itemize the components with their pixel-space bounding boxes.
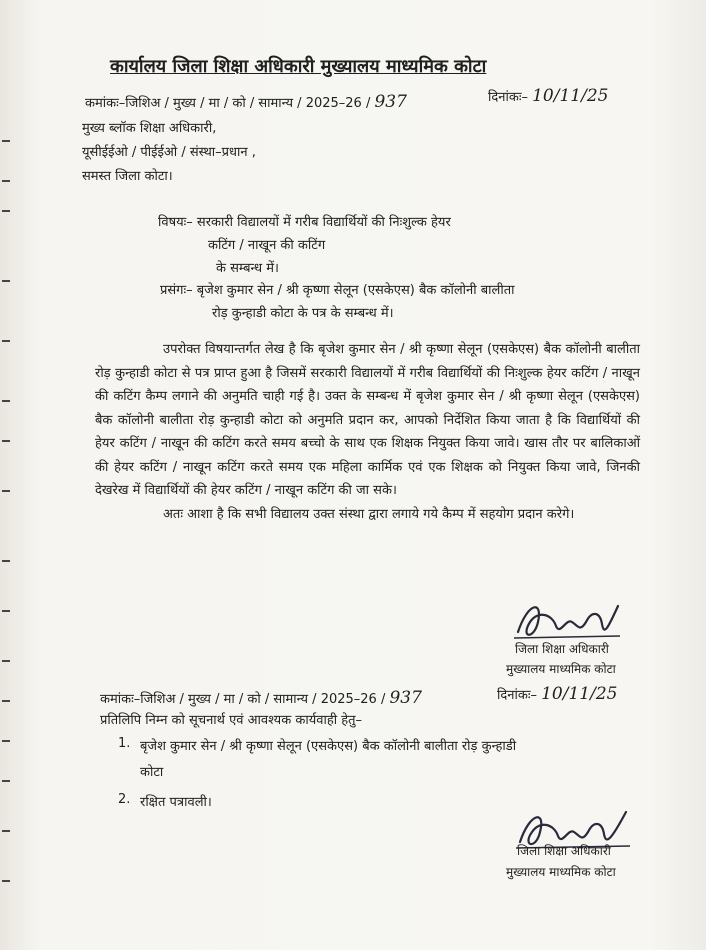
subject-line: के सम्बन्ध में। <box>216 261 279 276</box>
copy-item-number: 2. <box>118 792 131 807</box>
margin-tick-marks <box>0 140 18 940</box>
subject-line: विषयः– सरकारी विद्यालयों में गरीब विद्यार्थियों की निःशुल्क हेयर <box>158 215 451 230</box>
date-label: दिनांकः– <box>488 90 528 105</box>
signatory-office: मुख्यालय माध्यमिक कोटा <box>506 662 616 676</box>
handwritten-date: 10/11/25 <box>532 86 609 106</box>
copy-heading: प्रतिलिपि निम्न को सूचनार्थ एवं आवश्यक कार्यवाही हेतु– <box>100 713 363 728</box>
copy-reference-prefix: कमांकः–जिशिअ / मुख्य / मा / को / सामान्य / 2025–26 / <box>100 692 386 707</box>
subject-line: कटिंग / नाखून की कटिंग <box>208 238 326 253</box>
body-paragraph <box>95 338 640 526</box>
closing-text: अतः आशा है कि सभी विद्यालय उक्त संस्था द्वारा लगाये गये कैम्प में सहयोग प्रदान करेगे। <box>163 506 575 522</box>
reference-number <box>85 92 407 112</box>
signatory-office: मुख्यालय माध्यमिक कोटा <box>506 865 616 879</box>
letter-title: कार्यालय जिला शिक्षा अधिकारी मुख्यालय माध्यमिक कोटा <box>110 56 487 77</box>
body-text: उपरोक्त विषयान्तर्गत लेख है कि बृजेश कुमार सेन / श्री कृष्णा सेलून (एसकेएस) बैक कॉलोनी बालीता रोड़ कुन्हाडी कोटा से पत्र प्राप्त हुआ है जिसमें सरकारी विद्यालयों में गरीब विद्यार्थियों की निःशुल्क हेयर कटिंग / नाखून की कटिंग कैम्प लगाने की अनुमति चाही गई है। उक्त के सम्बन्ध में बृजेश कुमार सेन / श्री कृष्णा सेलून (एसकेएस) बैक कॉलोनी बालीता रोड़ कुन्हाडी कोटा को अनुमति प्रदान कर, आपको निर्देशित किया जाता है कि विद्यार्थियों की हेयर कटिंग / नाखून की कटिंग करते समय बच्चो के साथ एक शिक्षक नियुक्त किया जावे। खास तौर पर बालिकाओं की हेयर कटिंग / नाखून कटिंग करते समय एक महिला कार्मिक एवं एक शिक्षक को नियुक्त किया जावे, जिनकी देखरेख में विद्यार्थियों की हेयर कटिंग / नाखून कटिंग की जा सके। <box>95 342 640 498</box>
reference-prefix: कमांकः–जिशिअ / मुख्य / मा / को / सामान्य / 2025–26 / <box>85 96 371 111</box>
recipient-line: समस्त जिला कोटा। <box>82 169 173 184</box>
handwritten-ref-number: 937 <box>374 92 407 112</box>
copy-item-number: 1. <box>118 736 131 751</box>
copy-item-text-continued: कोटा <box>140 765 164 780</box>
reference-line: प्रसंगः– बृजेश कुमार सेन / श्री कृष्णा सेलून (एसकेएस) बैक कॉलोनी बालीता <box>160 283 515 298</box>
recipient-line: मुख्य ब्लॉक शिक्षा अधिकारी, <box>82 121 217 136</box>
signatory-title: जिला शिक्षा अधिकारी <box>515 642 609 656</box>
copy-reference-number <box>100 688 422 708</box>
copy-date <box>497 684 617 704</box>
handwritten-copy-ref-number: 937 <box>389 688 422 708</box>
recipient-line: यूसीईईओ / पीईईओ / संस्था–प्रधान , <box>82 145 256 160</box>
signatory-title: जिला शिक्षा अधिकारी <box>517 844 611 858</box>
copy-date-label: दिनांकः– <box>497 688 537 703</box>
letter-date <box>488 86 608 106</box>
handwritten-copy-date: 10/11/25 <box>541 684 618 704</box>
reference-line: रोड़ कुन्हाडी कोटा के पत्र के सम्बन्ध में। <box>212 306 394 321</box>
copy-item-text: बृजेश कुमार सेन / श्री कृष्णा सेलून (एसकेएस) बैक कॉलोनी बालीता रोड़ कुन्हाडी <box>140 739 517 754</box>
copy-item-text: रक्षित पत्रावली। <box>140 795 212 810</box>
